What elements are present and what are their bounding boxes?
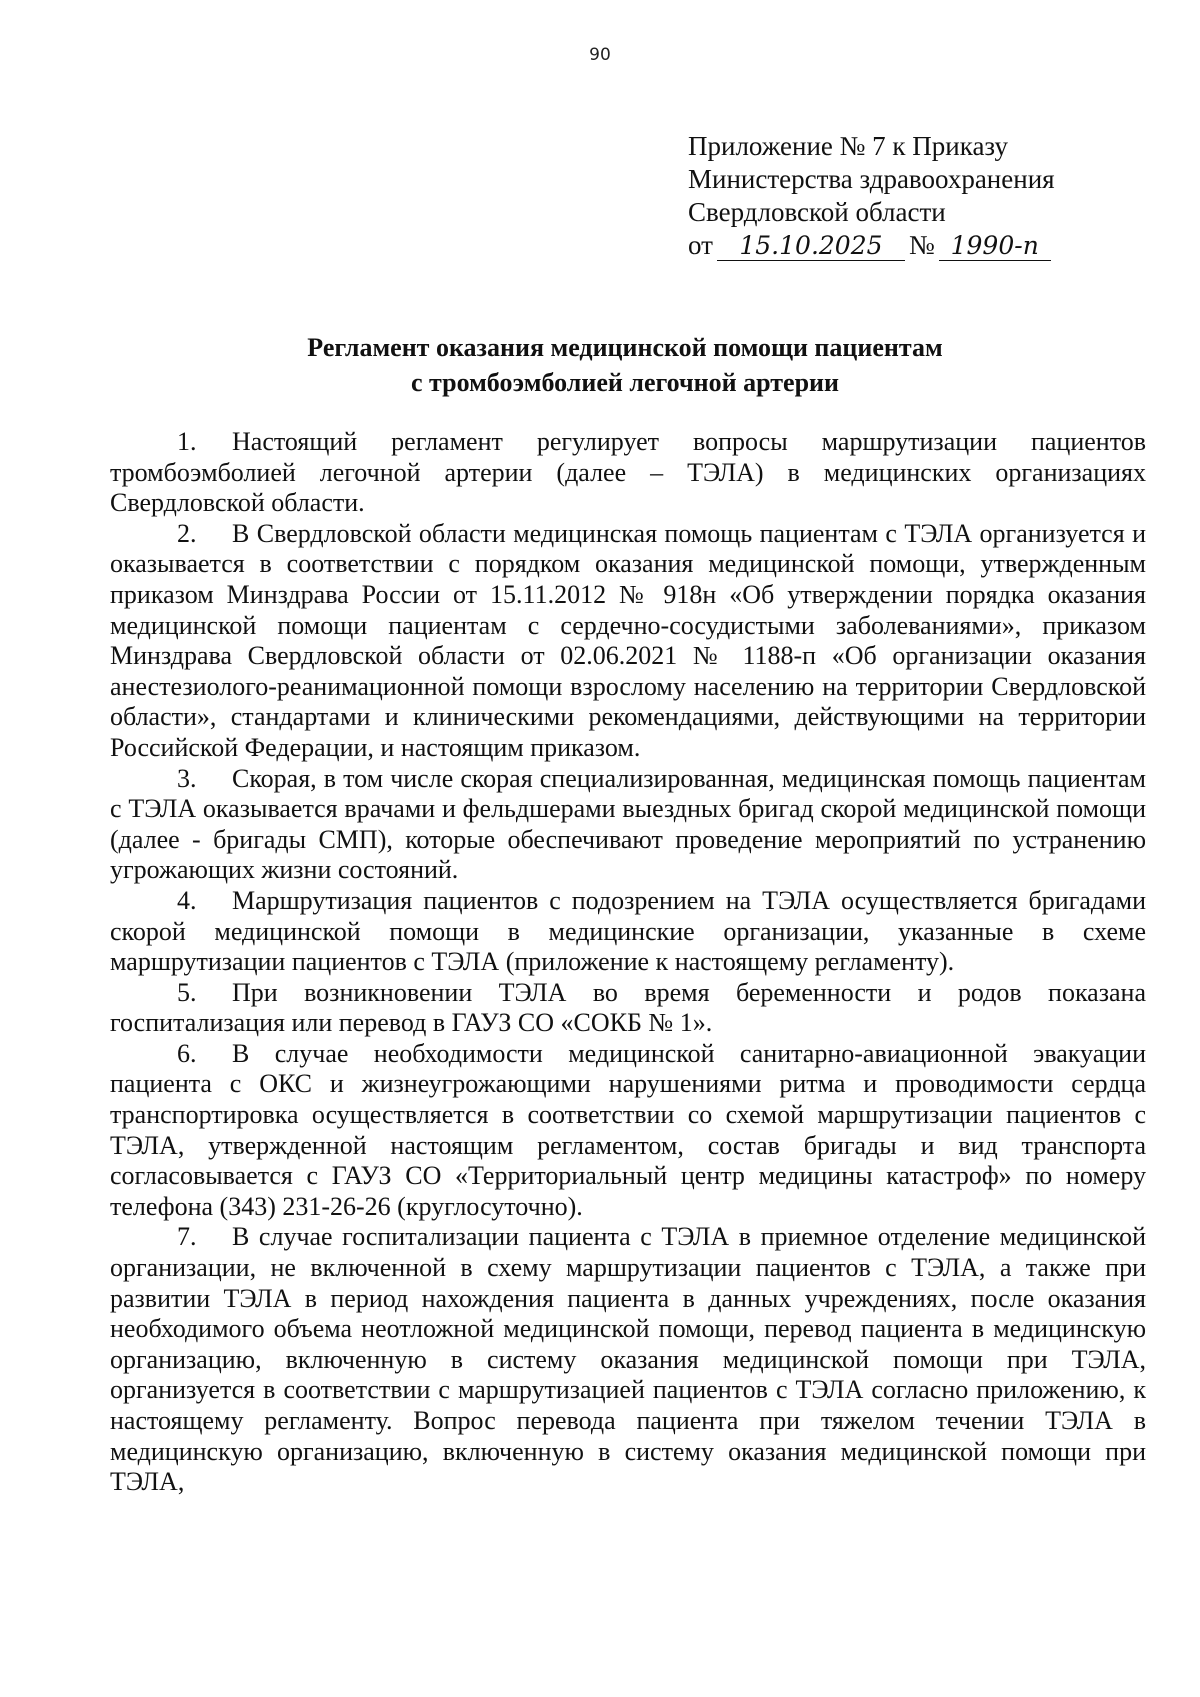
appendix-line-1: Приложение № 7 к Приказу <box>688 131 1009 161</box>
appendix-line-2: Министерства здравоохранения <box>688 164 1055 194</box>
handwritten-date: 15.10.2025 <box>717 232 905 261</box>
paragraph-number: 2. <box>177 518 197 548</box>
paragraph-text: В случае необходимости медицинской санитарно-авиационной эвакуации пациента с ОКС и жизнеугрожающими нарушениями ритма и проводимости сердца транспортировка осуществляется в соответствии со схемой маршрутизации пациентов с ТЭЛА, утвержденной настоящим регламентом, состав бригады и вид транспорта согласовывается с ГАУЗ СО «Территориальный центр медицины катастроф» по номеру телефона (343) 231-26-26 (круглосуточно). <box>110 1038 1146 1221</box>
from-label: от <box>688 230 713 260</box>
paragraph-number: 7. <box>177 1222 197 1252</box>
paragraph-number: 1. <box>177 427 197 456</box>
paragraph-text: Настоящий регламент регулирует вопросы маршрутизации пациентов тромбоэмболией легочной артерии (далее – ТЭЛА) в медицинских организациях Свердловской области. <box>110 427 1146 518</box>
paragraph-2 <box>110 519 1146 764</box>
paragraph-text: Маршрутизация пациентов с подозрением на ТЭЛА осуществляется бригадами скорой медицинской помощи в медицинские организации, указанные в схеме маршрутизации пациентов с ТЭЛА (приложение к настоящему регламенту). <box>110 885 1146 977</box>
paragraph-number: 5. <box>177 977 197 1007</box>
paragraph-3 <box>110 764 1146 886</box>
appendix-date-number-line <box>688 229 1158 262</box>
paragraph-text: В случае госпитализации пациента с ТЭЛА в приемное отделение медицинской организации, не включенной в схему маршрутизации пациентов с ТЭЛА, а также при развитии ТЭЛА в период нахождения пациента в данных учреждениях, после оказания необходимого объема неотложной медицинской помощи, перевод пациента в медицинскую организацию, включенную в систему оказания медицинской помощи при ТЭЛА, организуется в соответствии с маршрутизацией пациентов с ТЭЛА согласно приложению, к настоящему регламенту. Вопрос перевода пациента при тяжелом течении ТЭЛА в медицинскую организацию, включенную в систему оказания медицинской помощи при ТЭЛА, <box>110 1222 1146 1497</box>
paragraph-text: При возникновении ТЭЛА во время беременности и родов показана госпитализация или перевод в ГАУЗ СО «СОКБ № 1». <box>110 977 1146 1038</box>
title-line-2: с тромбоэмболией легочной артерии <box>411 368 839 397</box>
paragraph-number: 4. <box>177 885 197 915</box>
paragraph-7 <box>110 1222 1146 1497</box>
document-title <box>105 330 1145 400</box>
paragraph-4 <box>110 886 1146 978</box>
paragraph-1 <box>110 427 1146 519</box>
paragraph-6 <box>110 1039 1146 1223</box>
title-line-1: Регламент оказания медицинской помощи пациентам <box>307 333 943 362</box>
paragraph-number: 3. <box>177 763 197 793</box>
page-number: 90 <box>589 45 611 65</box>
appendix-line-3: Свердловской области <box>688 197 946 227</box>
paragraph-number: 6. <box>177 1038 197 1068</box>
paragraph-text: В Свердловской области медицинская помощь пациентам с ТЭЛА организуется и оказывается в соответствии с порядком оказания медицинской помощи, утвержденным приказом Минздрава России от 15.11.2012 № 918н «Об утверждении порядка оказания медицинской помощи пациентам с сердечно-сосудистыми заболеваниями», приказом Минздрава Свердловской области от 02.06.2021 № 1188-п «Об организации оказания анестезиолого-реанимационной помощи взрослому населению на территории Свердловской области», стандартами и клиническими рекомендациями, действующими на территории Российской Федерации, и настоящим приказом. <box>110 518 1146 762</box>
paragraph-5 <box>110 978 1146 1039</box>
paragraph-text: Скорая, в том числе скорая специализированная, медицинская помощь пациентам с ТЭЛА оказывается врачами и фельдшерами выездных бригад скорой медицинской помощи (далее - бригады СМП), которые обеспечивают проведение мероприятий по устранению угрожающих жизни состояний. <box>110 763 1146 885</box>
document-body <box>110 427 1146 1498</box>
number-label: № <box>908 230 935 260</box>
handwritten-order-number: 1990-п <box>939 232 1051 261</box>
appendix-block <box>688 130 1158 262</box>
